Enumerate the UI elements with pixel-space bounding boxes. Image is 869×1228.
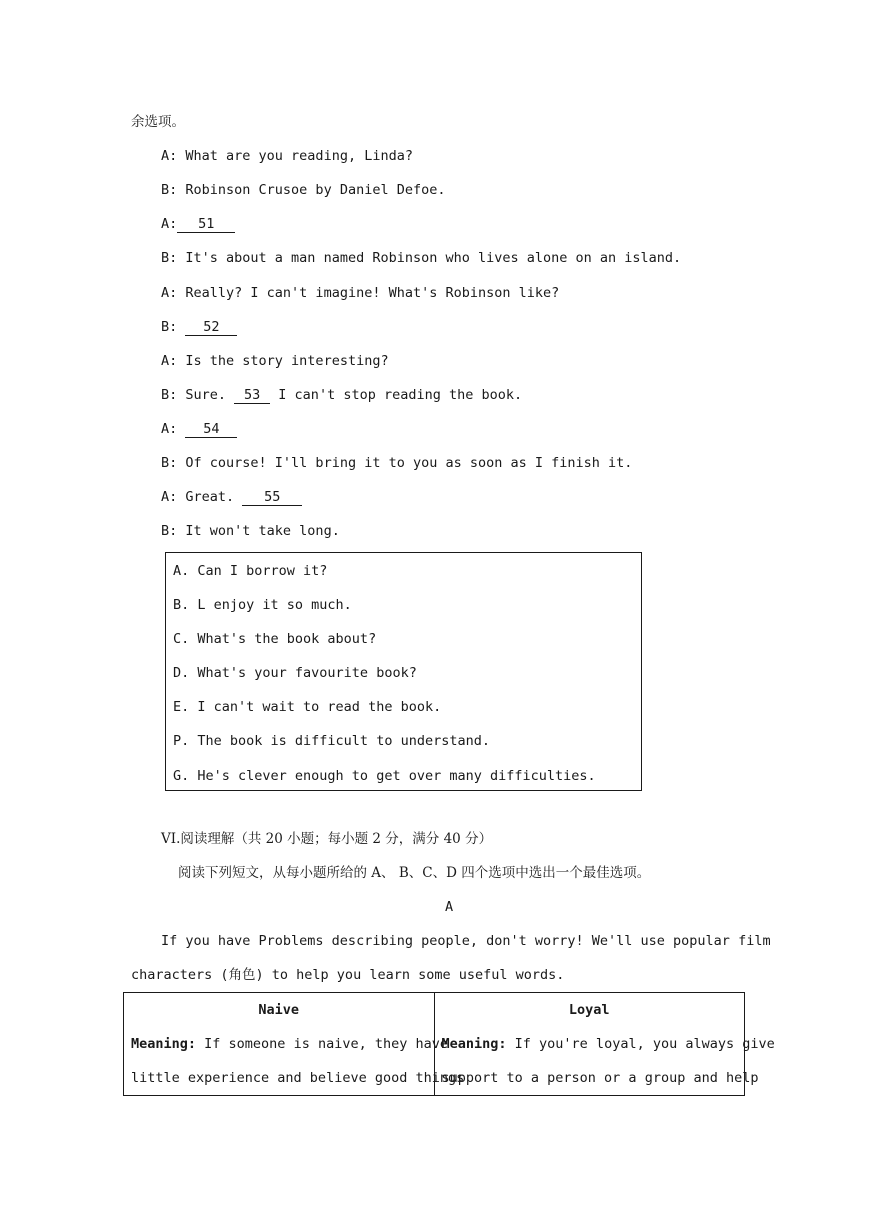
meaning-label: Meaning:	[441, 1036, 507, 1052]
utterance-tail: I can't stop reading the book.	[270, 387, 523, 403]
vocab-word: Naive	[258, 1002, 300, 1018]
speaker: A:	[161, 489, 178, 505]
option-g: G. He's clever enough to get over many difficulties.	[173, 768, 596, 784]
speaker: B:	[161, 523, 178, 539]
utterance: It's about a man named Robinson who lives alone on an island.	[177, 250, 682, 266]
passage-label: A	[445, 899, 454, 915]
vocabulary-table	[123, 992, 775, 1096]
option-d: D. What's your favourite book?	[173, 665, 417, 681]
dialogue-line	[161, 419, 237, 439]
answer-blank-55[interactable]: 55	[242, 489, 302, 506]
speaker: B:	[161, 182, 178, 198]
dialogue-line	[161, 487, 302, 507]
utterance: Is the story interesting?	[177, 353, 389, 369]
utterance: Of course! I'll bring it to you as soon as I finish it.	[177, 455, 633, 471]
dialogue-line	[161, 351, 389, 371]
utterance: It won't take long.	[177, 523, 340, 539]
speaker: A:	[161, 216, 178, 232]
answer-blank-54[interactable]: 54	[185, 421, 237, 438]
dialogue-line	[161, 317, 237, 337]
vocab-cell-naive	[124, 993, 465, 1096]
section-instruction: 阅读下列短文，从每小题所给的 A、 B、C、D 四个选项中选出一个最佳选项。	[178, 865, 651, 881]
utterance: Really? I can't imagine! What's Robinson like?	[177, 285, 560, 301]
option-b: B. L enjoy it so much.	[173, 597, 352, 613]
dialogue-line	[161, 180, 445, 200]
speaker: B:	[161, 455, 178, 471]
speaker: A:	[161, 353, 178, 369]
vocab-word: Loyal	[568, 1002, 610, 1018]
passage-line: If you have Problems describing people, don't worry! We'll use popular film	[161, 933, 771, 949]
vocab-cell-loyal	[434, 993, 775, 1096]
option-c: C. What's the book about?	[173, 631, 377, 647]
dialogue-line	[161, 385, 522, 405]
answer-blank-51[interactable]: 51	[177, 216, 235, 233]
option-p: P. The book is difficult to understand.	[173, 733, 490, 749]
vocab-meaning	[131, 1027, 448, 1061]
utterance: Robinson Crusoe by Daniel Defoe.	[177, 182, 446, 198]
dialogue-line	[161, 283, 559, 303]
meaning-text: If someone is naive, they have	[196, 1036, 448, 1052]
speaker: A:	[161, 285, 178, 301]
speaker: A:	[161, 148, 178, 164]
option-a: A. Can I borrow it?	[173, 563, 328, 579]
meaning-text: If you're loyal, you always give	[506, 1036, 775, 1052]
speaker: B:	[161, 387, 178, 403]
answer-blank-53[interactable]: 53	[234, 387, 270, 404]
meaning-label: Meaning:	[131, 1036, 197, 1052]
speaker: A:	[161, 421, 178, 437]
dialogue-line	[161, 248, 681, 268]
option-e: E. I can't wait to read the book.	[173, 699, 442, 715]
dialogue-line	[161, 214, 235, 234]
continued-text: 余选项。	[131, 114, 185, 130]
dialogue-line	[161, 146, 413, 166]
section-heading: VI.阅读理解（共 20 小题；每小题 2 分，满分 40 分）	[161, 831, 493, 847]
meaning-text: support to a person or a group and help	[441, 1070, 759, 1086]
speaker: B:	[161, 319, 178, 335]
dialogue-line	[161, 453, 632, 473]
answer-blank-52[interactable]: 52	[185, 319, 237, 336]
utterance: Great.	[177, 489, 243, 505]
utterance: What are you reading, Linda?	[177, 148, 413, 164]
options-box	[165, 552, 642, 791]
vocab-meaning	[441, 1027, 775, 1061]
utterance: Sure.	[177, 387, 235, 403]
meaning-text: little experience and believe good things	[131, 1070, 465, 1086]
dialogue-line	[161, 521, 340, 541]
speaker: B:	[161, 250, 178, 266]
passage-line: characters (角色) to help you learn some useful words.	[131, 967, 565, 983]
